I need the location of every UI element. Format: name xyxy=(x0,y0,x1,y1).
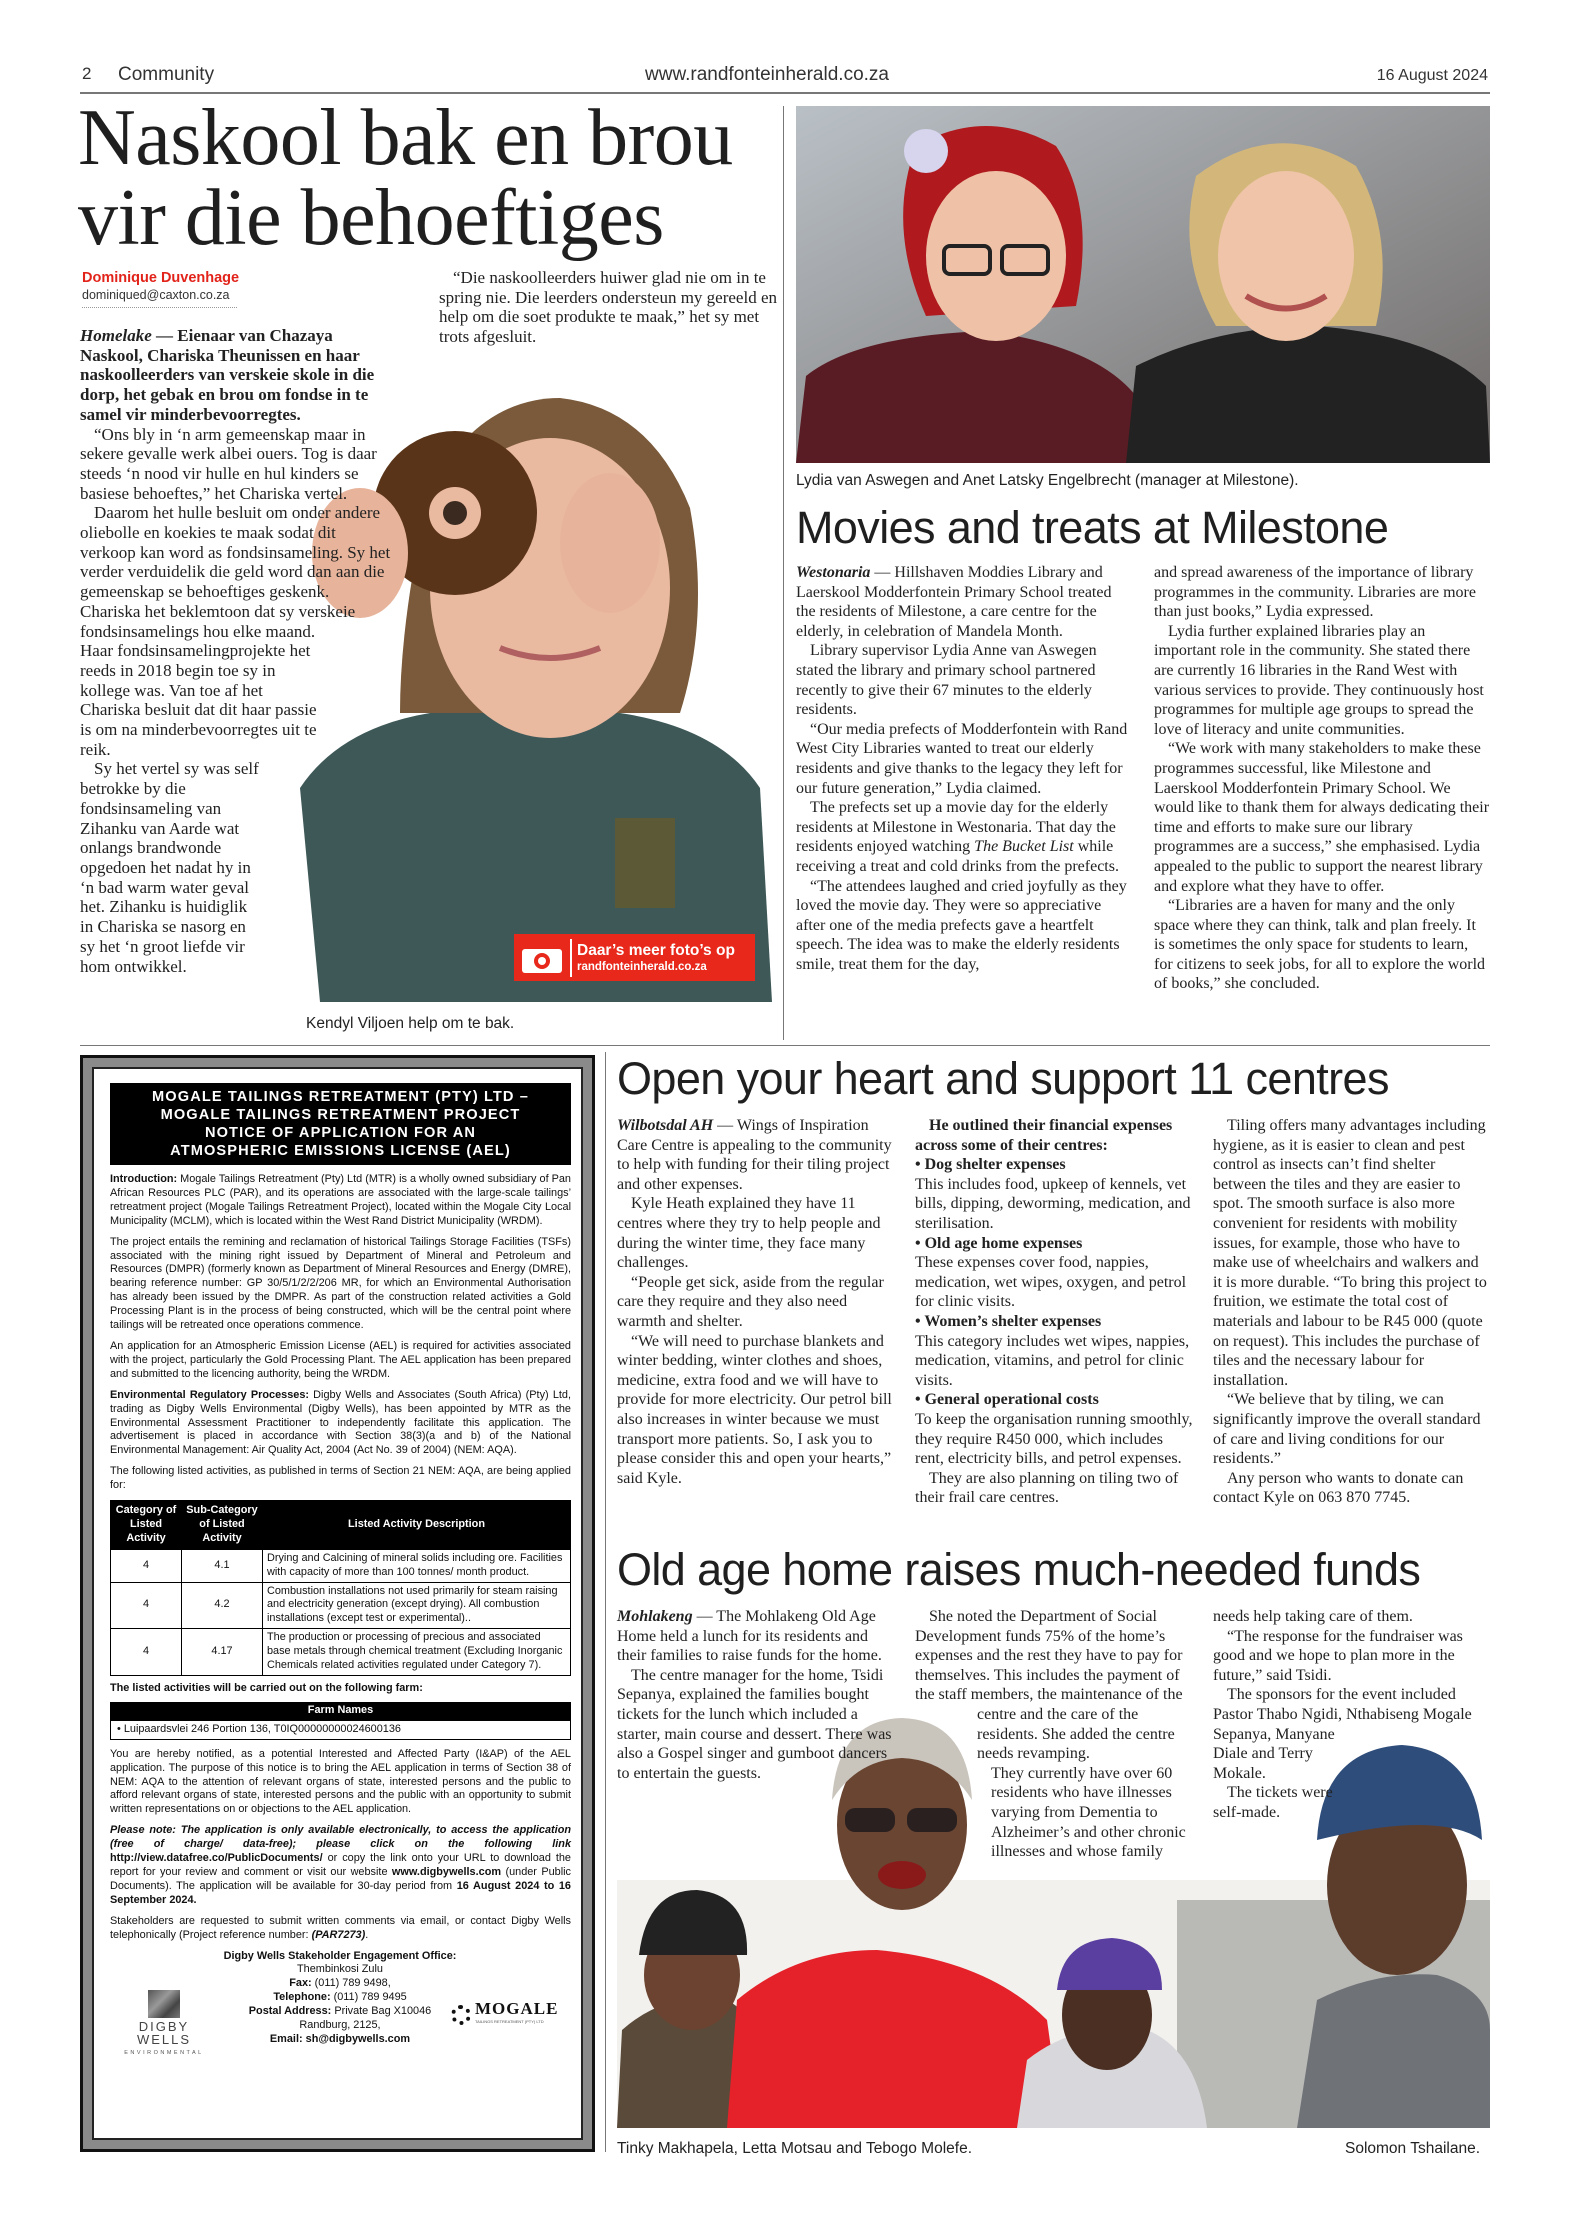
expense-title: • General operational costs xyxy=(915,1391,1099,1409)
project-ref: (PAR7273) xyxy=(311,1928,366,1941)
expenses-intro: He outlined their financial expenses across some of their centres: xyxy=(915,1117,1173,1154)
column-divider xyxy=(605,1052,606,2152)
heart-column-1 xyxy=(617,1116,897,1488)
paragraph xyxy=(796,563,1132,641)
table-cell: 4 xyxy=(111,1549,182,1582)
telephone: (011) 789 9495 xyxy=(330,1991,407,2004)
author-name: Dominique Duvenhage xyxy=(82,270,240,286)
oldage-caption-left: Tinky Makhapela, Letta Motsau and Tebogo Molefe. xyxy=(617,2140,972,2157)
city: Randburg, 2125, xyxy=(299,2019,381,2032)
kid-photo-caption: Kendyl Viljoen help om te bak. xyxy=(306,1015,515,1032)
paragraph: Daarom het hulle besluit om onder andere oliebolle en koekies te maak sodat dit verkoop kan word as fondsinsameling. Sy het verder verduidelik die geld word dan aan die gemeenskap se behoeftiges geskenk. Chariska het beklemtoon dat sy verskeie fondsinsamelings hou elke maand. Haar fondsinsamelingprojekte het reeds in 2018 begin toe sy in kollege was. Van toe af het Chariska besluit dat dit haar passie is om na minderbevoorregtes uit te reik. xyxy=(80,503,391,759)
paragraph: The tickets were self-made. xyxy=(1213,1784,1333,1821)
paragraph: “Libraries are a haven for many and the only space where they can think, talk and plan freely. It is sometimes the only space for students to learn, for citizens to seek jobs, for all to explore the world of books,” she concluded. xyxy=(1154,897,1486,993)
dash: — xyxy=(713,1117,737,1134)
ad-erp xyxy=(110,1389,571,1459)
paragraph: The centre manager for the home, Tsidi Sepanya, explained the families bought tickets for the lunch which included a starter, main course and dessert. There was also a Gospel singer and gumboot dancers to entertain the guests. xyxy=(617,1666,892,1782)
paragraph xyxy=(796,798,1132,876)
dateline: Westonaria xyxy=(796,564,871,581)
paragraph-text: The prefects set up a movie day for the elderly residents at Milestone in Westonaria. That day the residents enjoyed watching xyxy=(796,799,1116,856)
expense-text: This includes food, upkeep of kennels, vet bills, dipping, deworming, medication, and sterilisation. xyxy=(915,1175,1191,1232)
paragraph: Kyle Heath explained they have 11 centres where they try to help people and during the winter time, they face many challenges. xyxy=(617,1195,881,1272)
heart-column-2 xyxy=(915,1116,1193,1508)
heart-headline: Open your heart and support 11 centres xyxy=(617,1053,1389,1104)
paragraph: “Our media prefects of Modderfontein with Rand West City Libraries wanted to treat our elderly residents and give thanks to the legacy they left for our future generation,” Lydia claimed. xyxy=(796,720,1128,797)
intro-text: Eienaar van Chazaya Naskool, Chariska Theunissen en haar naskoolleerders van verskeie skole in die dorp, het gebak en brou om fondse in te samel vir minderbevoorregtes. xyxy=(80,326,375,424)
dateline: Mohlakeng xyxy=(617,1608,693,1625)
headline-line: Naskool bak en brou xyxy=(78,94,733,182)
paragraph: The sponsors for the event included Pastor Thabo Ngidi, Nthabiseng Mogale Sepanya, Manyane Diale and Terry Mokale. xyxy=(1213,1686,1472,1782)
dateline: Homelake xyxy=(80,326,152,345)
text: (under Public Documents). The application will be available for 30-day period from xyxy=(110,1865,571,1892)
more-photos-promo[interactable] xyxy=(514,934,755,981)
paragraph: “The attendees laughed and cried joyfully as they loved the movie day. They were so appreciative after one of the media prefects gave a heartfelt speech. The idea was to make the elderly residents smile, treat them for the day, xyxy=(796,877,1127,973)
logo-text: MOGALE xyxy=(475,1998,559,2018)
ad-intro xyxy=(110,1173,571,1229)
paragraph: Sy het vertel sy was self betrokke by die fondsinsameling van Zihanku van Aarde wat onlangs brandwonde opgedoen het nadat hy in ‘n bad warm water geval het. Zihanku is huidiglik in Chariska se nasorg en sy het ‘n groot liefde vir hom ontwikkel. xyxy=(80,759,259,976)
paragraph-text: while receiving a treat and cold drinks from the prefects. xyxy=(796,838,1119,875)
label: Environmental Regulatory Processes: xyxy=(110,1388,309,1401)
paragraph: “We believe that by tiling, we can significantly improve the overall standard of care and living conditions for our residents.” xyxy=(1213,1391,1481,1468)
paragraph: Lydia further explained libraries play an important role in the community. She stated there are currently 16 libraries in the Rand West with various services to provide. They continuously host programmes for multiple age groups to spread the love of literacy and unite communities. xyxy=(1154,622,1484,738)
article-intro xyxy=(80,326,392,425)
table-row xyxy=(111,1582,571,1629)
dateline: Wilbotsdal AH xyxy=(617,1117,714,1134)
farm-label: The listed activities will be carried out on the following farm: xyxy=(110,1682,423,1694)
text: Digby Wells and Associates (South Africa) (Pty) Ltd, trading as Digby Wells Environmental (Digby Wells), has been appointed by MTR as the Environmental Assessment Practitioner to independently facilitate this application. The advertisement is placed in accordance with Section 38(3)(a and b) of the National Environmental Management: Air Quality Act, 2004 (Act No. 39 of 2004) (NEM: AQA). xyxy=(110,1388,571,1457)
promo-line2: randfonteinherald.co.za xyxy=(577,960,707,973)
section-rule xyxy=(80,1045,1490,1046)
label: Fax: xyxy=(289,1977,312,1990)
email-link[interactable]: sh@digbywells.com xyxy=(302,2032,411,2045)
label: Telephone: xyxy=(273,1991,331,2004)
ad-listed: The following listed activities, as published in terms of Section 21 NEM: AQA, are being applied for: xyxy=(110,1465,571,1492)
logo-subtext: ENVIRONMENTAL xyxy=(124,2050,204,2057)
farm-value: • Luipaardsvlei 246 Portion 136, T0IQ00000000024600136 xyxy=(110,1720,571,1740)
oldage-column-3 xyxy=(1213,1607,1493,1925)
column-divider xyxy=(783,106,784,1040)
promo-line1: Daar’s meer foto’s op xyxy=(577,941,735,959)
film-title: The Bucket List xyxy=(974,838,1074,856)
paragraph xyxy=(617,1116,897,1194)
movies-headline: Movies and treats at Milestone xyxy=(796,502,1389,553)
text: Stakeholders are requested to submit written comments via email, or contact Digby Wells telephonically (Project reference number: xyxy=(110,1914,571,1941)
datafree-link[interactable]: http://view.datafree.co/PublicDocuments/ xyxy=(110,1852,323,1865)
expense-title: • Dog shelter expenses xyxy=(915,1156,1066,1174)
text: Please note: The application is only available electronically, to access the application (free of charge/ data-free); please click on the following link xyxy=(110,1824,571,1851)
ad-title xyxy=(110,1083,571,1165)
mogale-logo xyxy=(451,1998,571,2030)
paragraph-text: The Mohlakeng Old Age Home held a lunch for its residents and their families to raise funds for the home. xyxy=(617,1608,882,1665)
table-header: Listed Activity Description xyxy=(263,1501,571,1550)
paragraph: They are also planning on tiling two of their frail care centres. xyxy=(915,1469,1179,1507)
table-header: Category of Listed Activity xyxy=(111,1501,182,1550)
paragraph: and spread awareness of the importance of library programmes in the community. Libraries are more than just books,” Lydia expressed. xyxy=(1154,564,1476,621)
table-cell: 4.1 xyxy=(182,1549,263,1582)
table-cell: The production or processing of precious and associated base metals through chemical treatment (Excluding Inorganic Chemicals related activities regulated under Category 7). xyxy=(263,1629,571,1676)
paragraph: “We work with many stakeholders to make these programmes successful, like Milestone and Laerskool Modderfontein Primary School. We would like to thank them for always dedicating their time and efforts to make sure our library programmes are a success,” she emphasised. Lydia appealed to the public to support the nearest library and explore what they have to offer. xyxy=(1154,740,1490,895)
page-number: 2 xyxy=(82,64,92,83)
paragraph: “Die naskoolleerders huiwer glad nie om in te spring nie. Die leerders ondersteun my gereeld en help om die soet produkte te maak,” het sy met trots afgesluit. xyxy=(439,268,777,347)
label: Postal Address: xyxy=(248,2005,332,2018)
issue-date: 16 August 2024 xyxy=(1376,67,1488,84)
author-email[interactable]: dominiqued@caxton.co.za xyxy=(82,288,230,302)
naskool-headline xyxy=(78,94,733,262)
ad-project: The project entails the remining and reclamation of historical Tailings Storage Facilities (TSFs) associated with the mining right issued by Department of Mineral and Petroleum and Resources (DMPR) (formerly known as Department of Mineral Resources and Energy (DMRE), bearing reference number: GP 30/5/1/2/2/206 MR, for which an Environmental Authorisation has already been issued by the DMPR. As part of the construction related activities a Gold Processing Plant is in the process of being constructed, which will be the central point where tailings will be retreated once operations commence. xyxy=(110,1235,571,1332)
oldage-headline: Old age home raises much-needed funds xyxy=(617,1544,1421,1595)
text: . xyxy=(365,1928,369,1941)
expense-text: To keep the organisation running smoothly, they require R450 000, which includes rent, electricity bills, and petrol expenses. xyxy=(915,1410,1193,1468)
farm-header: Farm Names xyxy=(110,1702,571,1720)
logo-subtext: TAILINGS RETREATMENT (PTY) LTD xyxy=(475,2019,544,2025)
movies-column-1 xyxy=(796,563,1132,974)
website-link[interactable]: www.randfonteinherald.co.za xyxy=(645,64,889,85)
dash: — xyxy=(151,326,178,345)
table-cell: 4 xyxy=(111,1582,182,1629)
ad-stakeholders xyxy=(110,1915,571,1943)
paragraph: She noted the Department of Social Development funds 75% of the home’s expenses and the rest they have to pay for themselves. This includes the payment of the staff members, the maintenance of the centre and the care of the residents. She added the centre needs revamping. xyxy=(915,1608,1183,1763)
headline-line: vir die behoeftiges xyxy=(78,174,664,262)
digbywells-link[interactable]: www.digbywells.com xyxy=(391,1865,502,1878)
text: Mogale Tailings Retreatment (Pty) Ltd (MTR) is a wholly owned subsidiary of Pan African Resources PLC (PAR), and its operations are associated with the large-scale tailings’ retreatment project (Mogale Tailings Retreatment Project), located within the Mogale City Local Municipality (MCLM), which is located within the West Rand District Municipality (WRDM). xyxy=(110,1173,571,1227)
table-cell: 4.2 xyxy=(182,1582,263,1629)
text: or copy the link onto your URL to download the report for your review and comment or visit our website xyxy=(110,1852,571,1878)
ad-title-line: MOGALE TAILINGS RETREATMENT PROJECT xyxy=(160,1107,521,1123)
paragraph: They currently have over 60 residents who have illnesses varying from Dementia to Alzheimer’s and other chronic illnesses and whose family xyxy=(991,1764,1186,1861)
ad-footer xyxy=(110,1950,571,2075)
availability-dates: 16 August 2024 to 16 September 2024. xyxy=(110,1879,571,1906)
naskool-column-1 xyxy=(80,326,392,1076)
postal: Private Bag X10046 xyxy=(331,2005,432,2018)
paragraph-text: Hillshaven Moddies Library and Laerskool Modderfontein Primary School treated the residents of Milestone, a care centre for the elderly, in celebration of Mandela Month. xyxy=(796,564,1112,640)
heart-column-3 xyxy=(1213,1116,1491,1508)
table-row xyxy=(111,1549,571,1582)
paragraph: Any person who wants to donate can contact Kyle on 063 870 7745. xyxy=(1213,1469,1464,1507)
ad-please-note xyxy=(110,1824,571,1907)
paragraph: “The response for the fundraiser was good and we hope to plan more in the future,” said Tsidi. xyxy=(1213,1627,1463,1684)
paragraph: “People get sick, aside from the regular care they require and they also need warmth and shelter. xyxy=(617,1273,884,1330)
ad-title-line: ATMOSPHERIC EMISSIONS LICENSE (AEL) xyxy=(170,1143,511,1159)
logo-text: DIGBY WELLS xyxy=(136,2018,192,2048)
movies-column-2 xyxy=(1154,563,1490,994)
section-name: Community xyxy=(118,64,215,85)
paragraph: “Ons bly in ‘n arm gemeenskap maar in sekere gevalle werk albei ouers. Tog is daar steeds ‘n nood vir hulle en hul kinders se basiese behoeftes,” het Chariska vertel. xyxy=(80,424,377,503)
table-cell: 4 xyxy=(111,1629,182,1676)
table-cell: 4.17 xyxy=(182,1629,263,1676)
table-cell: Combustion installations not used primarily for steam raising and electricity generation (except drying). All combustion installations (except test or experimental).. xyxy=(263,1582,571,1629)
expense-title: • Old age home expenses xyxy=(915,1234,1083,1252)
paragraph: “We will need to purchase blankets and winter bedding, winter clothes and shoes, medicine, extra food and we will have to provide for more electricity. Our petrol bill also increases in winter because we must transport more patients. So, I ask you to please consider this and open your hearts,” said Kyle. xyxy=(617,1332,892,1487)
oldage-column-2 xyxy=(915,1607,1195,1983)
oldage-column-1 xyxy=(617,1607,897,1783)
naskool-column-2 xyxy=(439,268,777,347)
office-contact: Thembinkosi Zulu xyxy=(297,1963,383,1976)
office-title: Digby Wells Stakeholder Engagement Office: xyxy=(223,1949,457,1962)
dash: — xyxy=(870,564,895,581)
milestone-photo-caption: Lydia van Aswegen and Anet Latsky Engelbrecht (manager at Milestone). xyxy=(796,472,1299,489)
camera-icon xyxy=(520,943,564,973)
digby-logo-mark xyxy=(148,1990,180,2018)
label: Introduction: xyxy=(110,1173,178,1185)
milestone-photo xyxy=(796,106,1490,463)
paragraph: needs help taking care of them. xyxy=(1213,1608,1413,1625)
digby-wells-logo xyxy=(110,1990,218,2062)
table-cell: Drying and Calcining of mineral solids including ore. Facilities with capacity of more than 100 tonnes/ month product. xyxy=(263,1549,571,1582)
ad-title-line: NOTICE OF APPLICATION FOR AN xyxy=(204,1125,477,1141)
table-header: Sub-Category of Listed Activity xyxy=(182,1501,263,1550)
listed-activities-table xyxy=(110,1500,571,1676)
mogale-ael-notice-ad xyxy=(80,1055,595,2152)
oldage-caption-right: Solomon Tshailane. xyxy=(1345,2140,1480,2157)
byline-rule xyxy=(82,307,237,308)
expense-text: These expenses cover food, nappies, medication, wet wipes, oxygen, and petrol for clinic visits. xyxy=(915,1254,1187,1311)
paragraph-text: Wings of Inspiration Care Centre is appealing to the community to help with funding for their tiling project and other expenses. xyxy=(617,1117,892,1193)
table-row xyxy=(111,1629,571,1676)
ad-title-line: MOGALE TAILINGS RETREATMENT (PTY) LTD – xyxy=(152,1089,529,1105)
expense-text: This category includes wet wipes, nappies, medication, vitamins, and petrol for clinic visits. xyxy=(915,1332,1190,1389)
ad-notified: You are hereby notified, as a potential Interested and Affected Party (I&AP) of the AEL application. The purpose of this notice is to bring the AEL application in terms of Section 38 of NEM: AQA to the attention of relevant organs of state, interested persons and the public to afford relevant organs of state, interested persons and the public with an opportunity to submit written representations on or objections to the AEL application. xyxy=(110,1747,571,1816)
paragraph: Library supervisor Lydia Anne van Aswegen stated the library and primary school partnered recently to give their 67 minutes to the elderly residents. xyxy=(796,642,1097,719)
paragraph xyxy=(617,1607,897,1666)
label: Email: xyxy=(269,2032,303,2045)
dash: — xyxy=(692,1608,717,1625)
fax: (011) 789 9498, xyxy=(311,1977,391,1990)
stakeholder-office xyxy=(180,1950,500,2047)
paragraph: Tiling offers many advantages including hygiene, as it is easier to clean and pest control as insects can’t find shelter between the tiles and they are easier to spot. The smooth surface is also more convenient for residents with mobility issues, for example, those who have to make use of wheelchairs and walkers and it is more durable. “To bring this project to fruition, we estimate the total cost of materials and labour to be R45 000 (quote on request). This includes the purchase of tiles and the necessary labour for installation. xyxy=(1213,1117,1487,1389)
ad-ael: An application for an Atmospheric Emission License (AEL) is required for activities associated with the project, particularly the Gold Processing Plant. The AEL application has been prepared and submitted to the licencing authority, being the WRDM. xyxy=(110,1339,571,1380)
gear-logo-icon xyxy=(451,2005,471,2025)
expense-title: • Women’s shelter expenses xyxy=(915,1312,1102,1330)
